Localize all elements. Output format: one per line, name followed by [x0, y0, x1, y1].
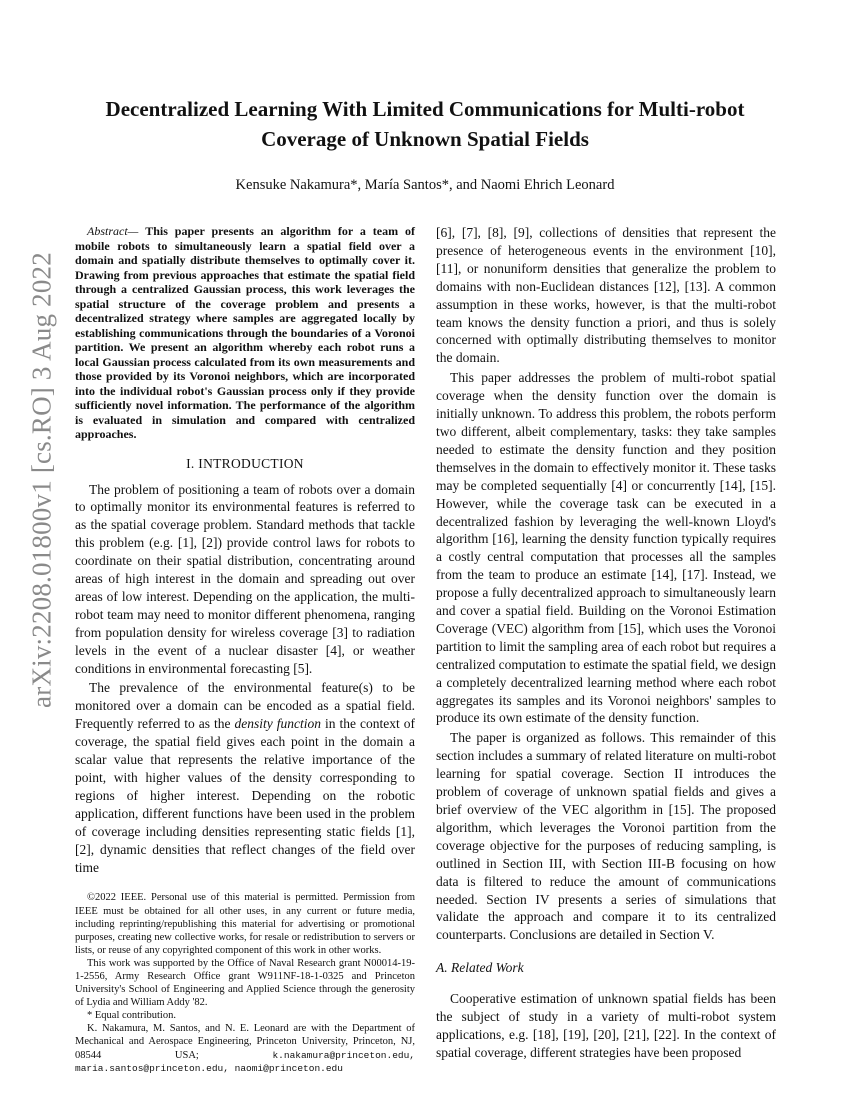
- intro-paragraph-2: The prevalence of the environmental feature(s) to be monitored over a domain can be encoded as a spatial field. Frequently referred to as the density function in the context of coverage, the spatial field gives each point in the domain a scalar value that represents the relative importance of the point, with higher values of the density corresponding to regions of higher interest. Depending on the robotic application, different functions have been used in the problem of coverage including densities representing static fields [1], [2], dynamic densities that reflect changes of the field over time: [75, 680, 415, 875]
- footnotes: [75, 891, 415, 1074]
- abstract: Abstract— This paper presents an algorithm for a team of mobile robots to simultaneously learn a spatial field over a domain and spatially distribute themselves to optimally cover it. Drawing from previous approaches that estimate the spatial field through a centralized Gaussian process, this work leverages the spatial structure of the coverage problem and presents a decentralized strategy where samples are aggregated locally by establishing communications through the boundaries of a Voronoi partition. We present an algorithm whereby each robot runs a local Gaussian process calculated from its own measurements and those provided by its Voronoi neighbors, which are incorporated into the individual robot's Gaussian process only if they provide sufficiently novel information. The performance of the algorithm is evaluated in simulation and compared with centralized approaches.: [75, 224, 415, 441]
- abstract-label: Abstract: [87, 224, 128, 238]
- footnote-copyright: ©2022 IEEE. Personal use of this material is permitted. Permission from IEEE must be obtained for all other uses, in any current or future media, including reprinting/republishing this material for advertising or promotional purposes, creating new collective works, for resale or redistribution to servers or lists, or reuse of any copyrighted component of this work in other works.: [75, 892, 415, 956]
- section-heading-introduction: I. INTRODUCTION: [186, 455, 304, 471]
- body-paragraph-related-work: Cooperative estimation of unknown spatial fields has been the subject of study in a variety of multi-robot system applications, e.g. [18], [19], [20], [21], [22]. In the context of spatial coverage, different strategies have been proposed: [436, 991, 776, 1060]
- right-column: [436, 224, 776, 1062]
- subsection-heading-related-work: A. Related Work: [436, 960, 524, 976]
- paper-authors: Kensuke Nakamura*, María Santos*, and Naomi Ehrich Leonard: [235, 177, 615, 193]
- footnote-funding: This work was supported by the Office of Naval Research grant N00014-19-1-2556, Army Research Office grant W911NF-18-1-0325 and Princeton University's School of Engineering and Applied Science through the generosity of Lydia and William Addy '82.: [75, 957, 415, 1009]
- footnote-equal-contribution: * Equal contribution.: [87, 1010, 176, 1022]
- left-column: [75, 224, 415, 1075]
- arxiv-identifier-text: arXiv:2208.01800v1 [cs.RO] 3 Aug 2022: [26, 252, 57, 708]
- paper-title: Decentralized Learning With Limited Communications for Multi-robot Coverage of Unknown Spatial Fields: [105, 97, 745, 151]
- footnote-affiliation: K. Nakamura, M. Santos, and N. E. Leonard are with the Department of Mechanical and Aerospace Engineering, Princeton University, Princeton, NJ, 08544 USA; k.nakamura@princeton.edu, maria.santos@princeton.edu, naomi@princeton.edu: [75, 1023, 415, 1074]
- body-paragraph-problem: This paper addresses the problem of multi-robot spatial coverage when the density function over the domain is initially unknown. To address this problem, the robots perform two different, albeit complementary, tasks: they take samples needed to estimate the density function and they position themselves in the domain to effectively monitor it. These tasks may be completed sequentially [4] or concurrently [14], [15]. However, while the coverage task can be executed in a decentralized fashion by leveraging the well-known Lloyd's algorithm [16], learning the density function typically requires a costly central computation that processes all the samples from the team to produce an estimate [14], [17]. Instead, we propose a fully decentralized approach to simultaneously learn and cover a spatial field. Building on the Voronoi Estimation Coverage (VEC) algorithm from [15], which uses the Voronoi partition to limit the sampling area of each robot but requires a centralized computation to estimate the spatial field, we design a completely decentralized learning method where each robot aggregates its samples and its Voronoi neighbors' samples to produce its own estimate of the density function.: [436, 370, 777, 726]
- intro-paragraph-1: The problem of positioning a team of robots over a domain to optimally monitor its environmental features is referred to as the spatial coverage problem. Standard methods that tackle this problem (e.g. [1], [2]) provide control laws for robots to coordinate on their spatial distribution, concentrating around areas of high interest in the domain and spreading out over areas of low interest. Depending on the application, the multi-robot team may need to monitor different phenomena, ranging from population density for wireless coverage [3] to radiation levels in the event of a nuclear disaster [4], or weather conditions in environmental forecasting [5].: [75, 481, 415, 676]
- body-paragraph-organization: The paper is organized as follows. This remainder of this section includes a summary of related literature on multi-robot learning for spatial coverage. Section II introduces the problem of coverage of unknown spatial fields and gives a brief overview of the VEC algorithm in [15]. The proposed algorithm, which leverages the Voronoi partition from the coverage objective for the purposes of reducing sampling, is outlined in Section III, with Section III-B focusing on how data is filtered to reduce the amount of communications needed. Section IV presents a series of simulations that validate the approach and compare it to its centralized counterparts. Conclusions are detailed in Section V.: [436, 730, 776, 943]
- emphasis-density-function: density function: [234, 716, 321, 732]
- arxiv-identifier: [22, 252, 62, 708]
- author-emails: k.nakamura@princeton.edu, maria.santos@princeton.edu, naomi@princeton.edu: [75, 1049, 415, 1074]
- body-paragraph-continued: [6], [7], [8], [9], collections of densities that represent the presence of heterogeneous events in the environment [10], [11], or nonuniform densities that generalize the problem to domains with non-Euclidean distances [12], [13]. A common assumption in these works, however, is that the multi-robot team knows the density function a priori, and thus is solely concerned with optimally distributing themselves to monitor the domain.: [436, 225, 776, 366]
- abstract-text: This paper presents an algorithm for a team of mobile robots to simultaneously learn a spatial field over a domain and spatially distribute themselves to optimally cover it. Drawing from previous approaches that estimate the spatial field through a centralized Gaussian process, this work leverages the spatial structure of the coverage problem and presents a decentralized strategy where samples are aggregated locally by establishing communications through the boundaries of a Voronoi partition. We present an algorithm whereby each robot runs a local Gaussian process calculated from its own measurements and those provided by its Voronoi neighbors, which are incorporated into the individual robot's Gaussian process only if they provide sufficiently novel information. The performance of the algorithm is evaluated in simulation and compared with centralized approaches.: [75, 224, 415, 441]
